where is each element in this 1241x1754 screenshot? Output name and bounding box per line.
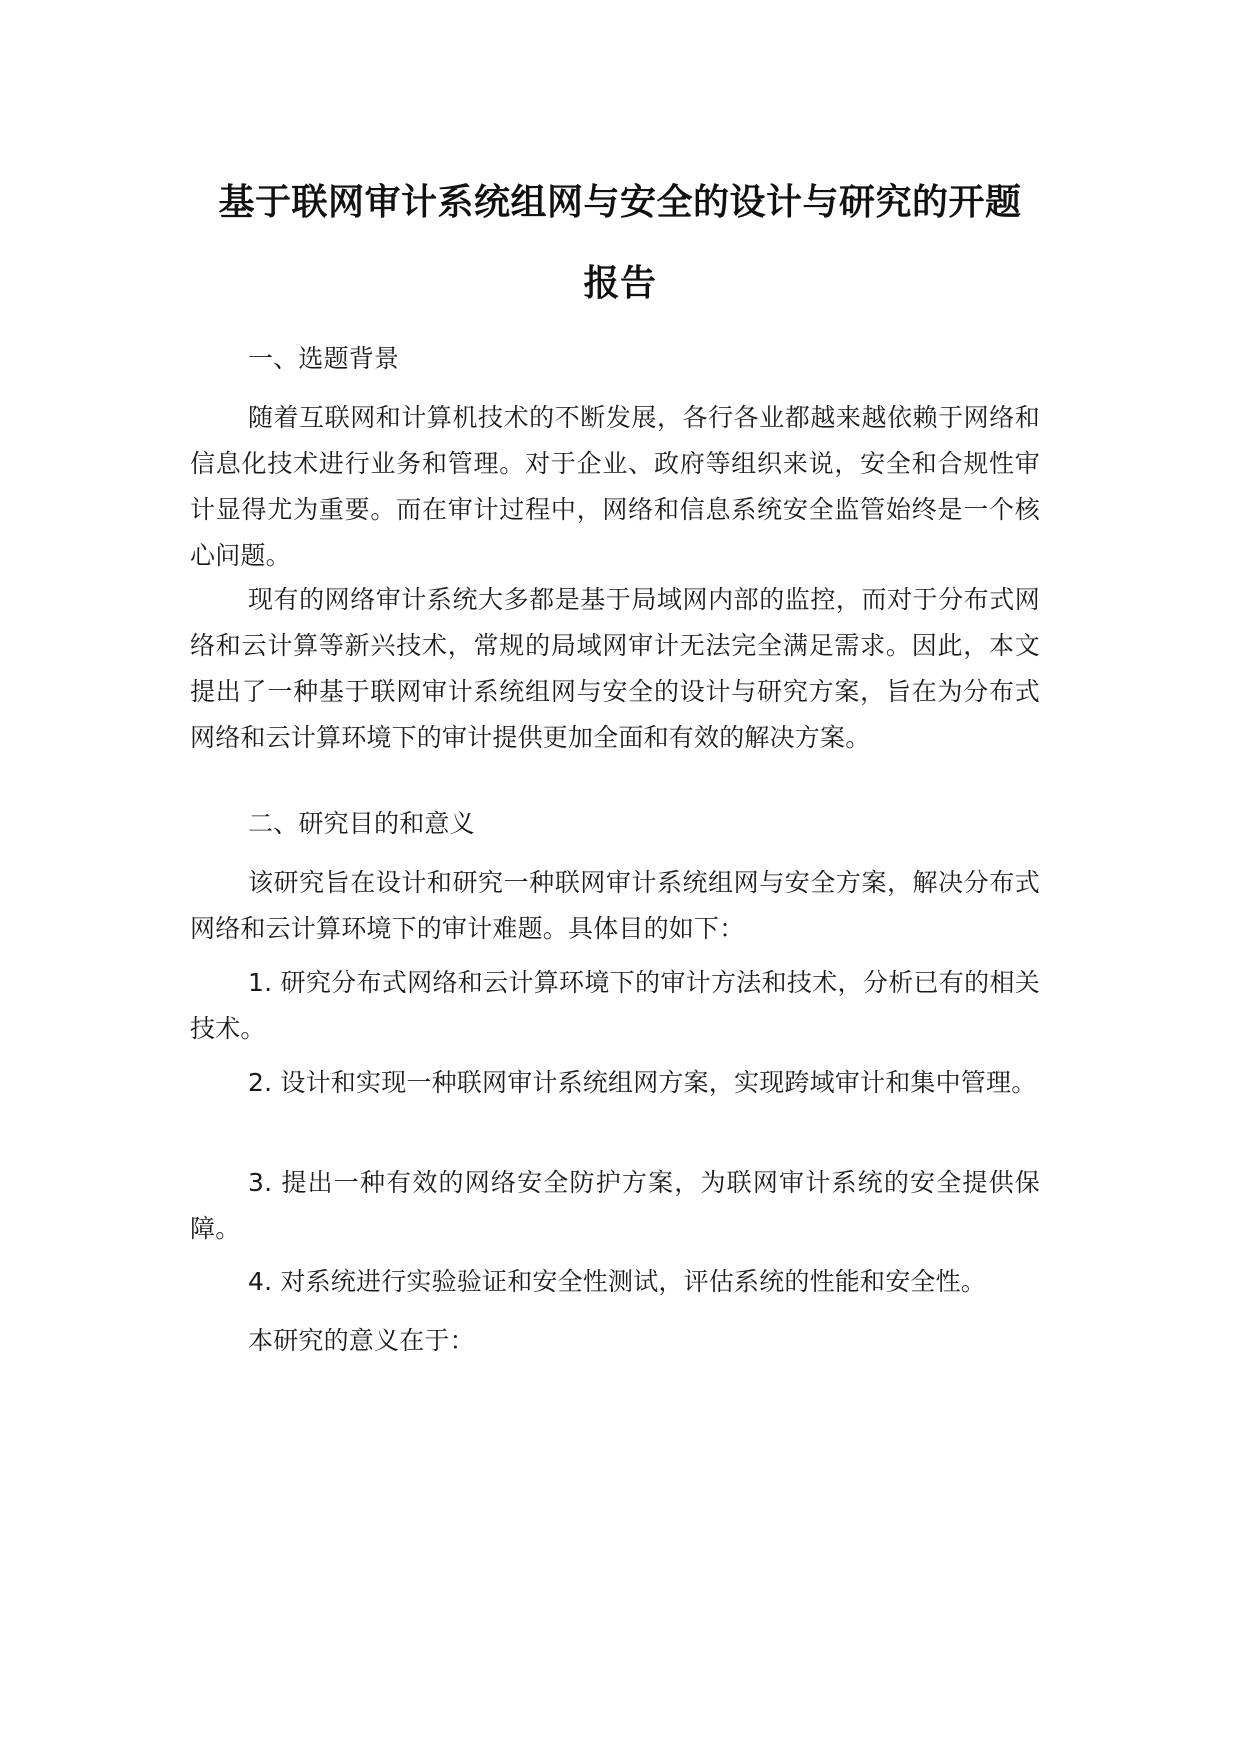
list-item-1: 1. 研究分布式网络和云计算环境下的审计方法和技术，分析已有的相关技术。 [190, 968, 1040, 1043]
document-title-line-1: 基于联网审计系统组网与安全的设计与研究的开题 [218, 182, 1022, 223]
list-item-3: 3. 提出一种有效的网络安全防护方案，为联网审计系统的安全提供保障。 [190, 1168, 1040, 1243]
paragraph-background-2: 现有的网络审计系统大多都是基于局域网内部的监控，而对于分布式网络和云计算等新兴技术，常规的局域网审计无法完全满足需求。因此，本文提出了一种基于联网审计系统组网与安全的设计与研究方案，旨在为分布式网络和云计算环境下的审计提供更加全面和有效的解决方案。 [190, 585, 1040, 752]
paragraph-significance-intro: 本研究的意义在于： [248, 1326, 475, 1355]
section-heading-background: 一、选题背景 [248, 344, 400, 373]
section-heading-purpose: 二、研究目的和意义 [248, 809, 475, 838]
paragraph-purpose-intro: 该研究旨在设计和研究一种联网审计系统组网与安全方案，解决分布式网络和云计算环境下的审计难题。具体目的如下： [190, 868, 1040, 943]
paragraph-background-1: 随着互联网和计算机技术的不断发展，各行各业都越来越依赖于网络和信息化技术进行业务和管理。对于企业、政府等组织来说，安全和合规性审计显得尤为重要。而在审计过程中，网络和信息系统安全监管始终是一个核心问题。 [190, 403, 1040, 570]
list-item-4: 4. 对系统进行实验验证和安全性测试，评估系统的性能和安全性。 [248, 1267, 987, 1296]
document-title-line-2: 报告 [583, 263, 657, 304]
list-item-2: 2. 设计和实现一种联网审计系统组网方案，实现跨域审计和集中管理。 [248, 1068, 1037, 1097]
